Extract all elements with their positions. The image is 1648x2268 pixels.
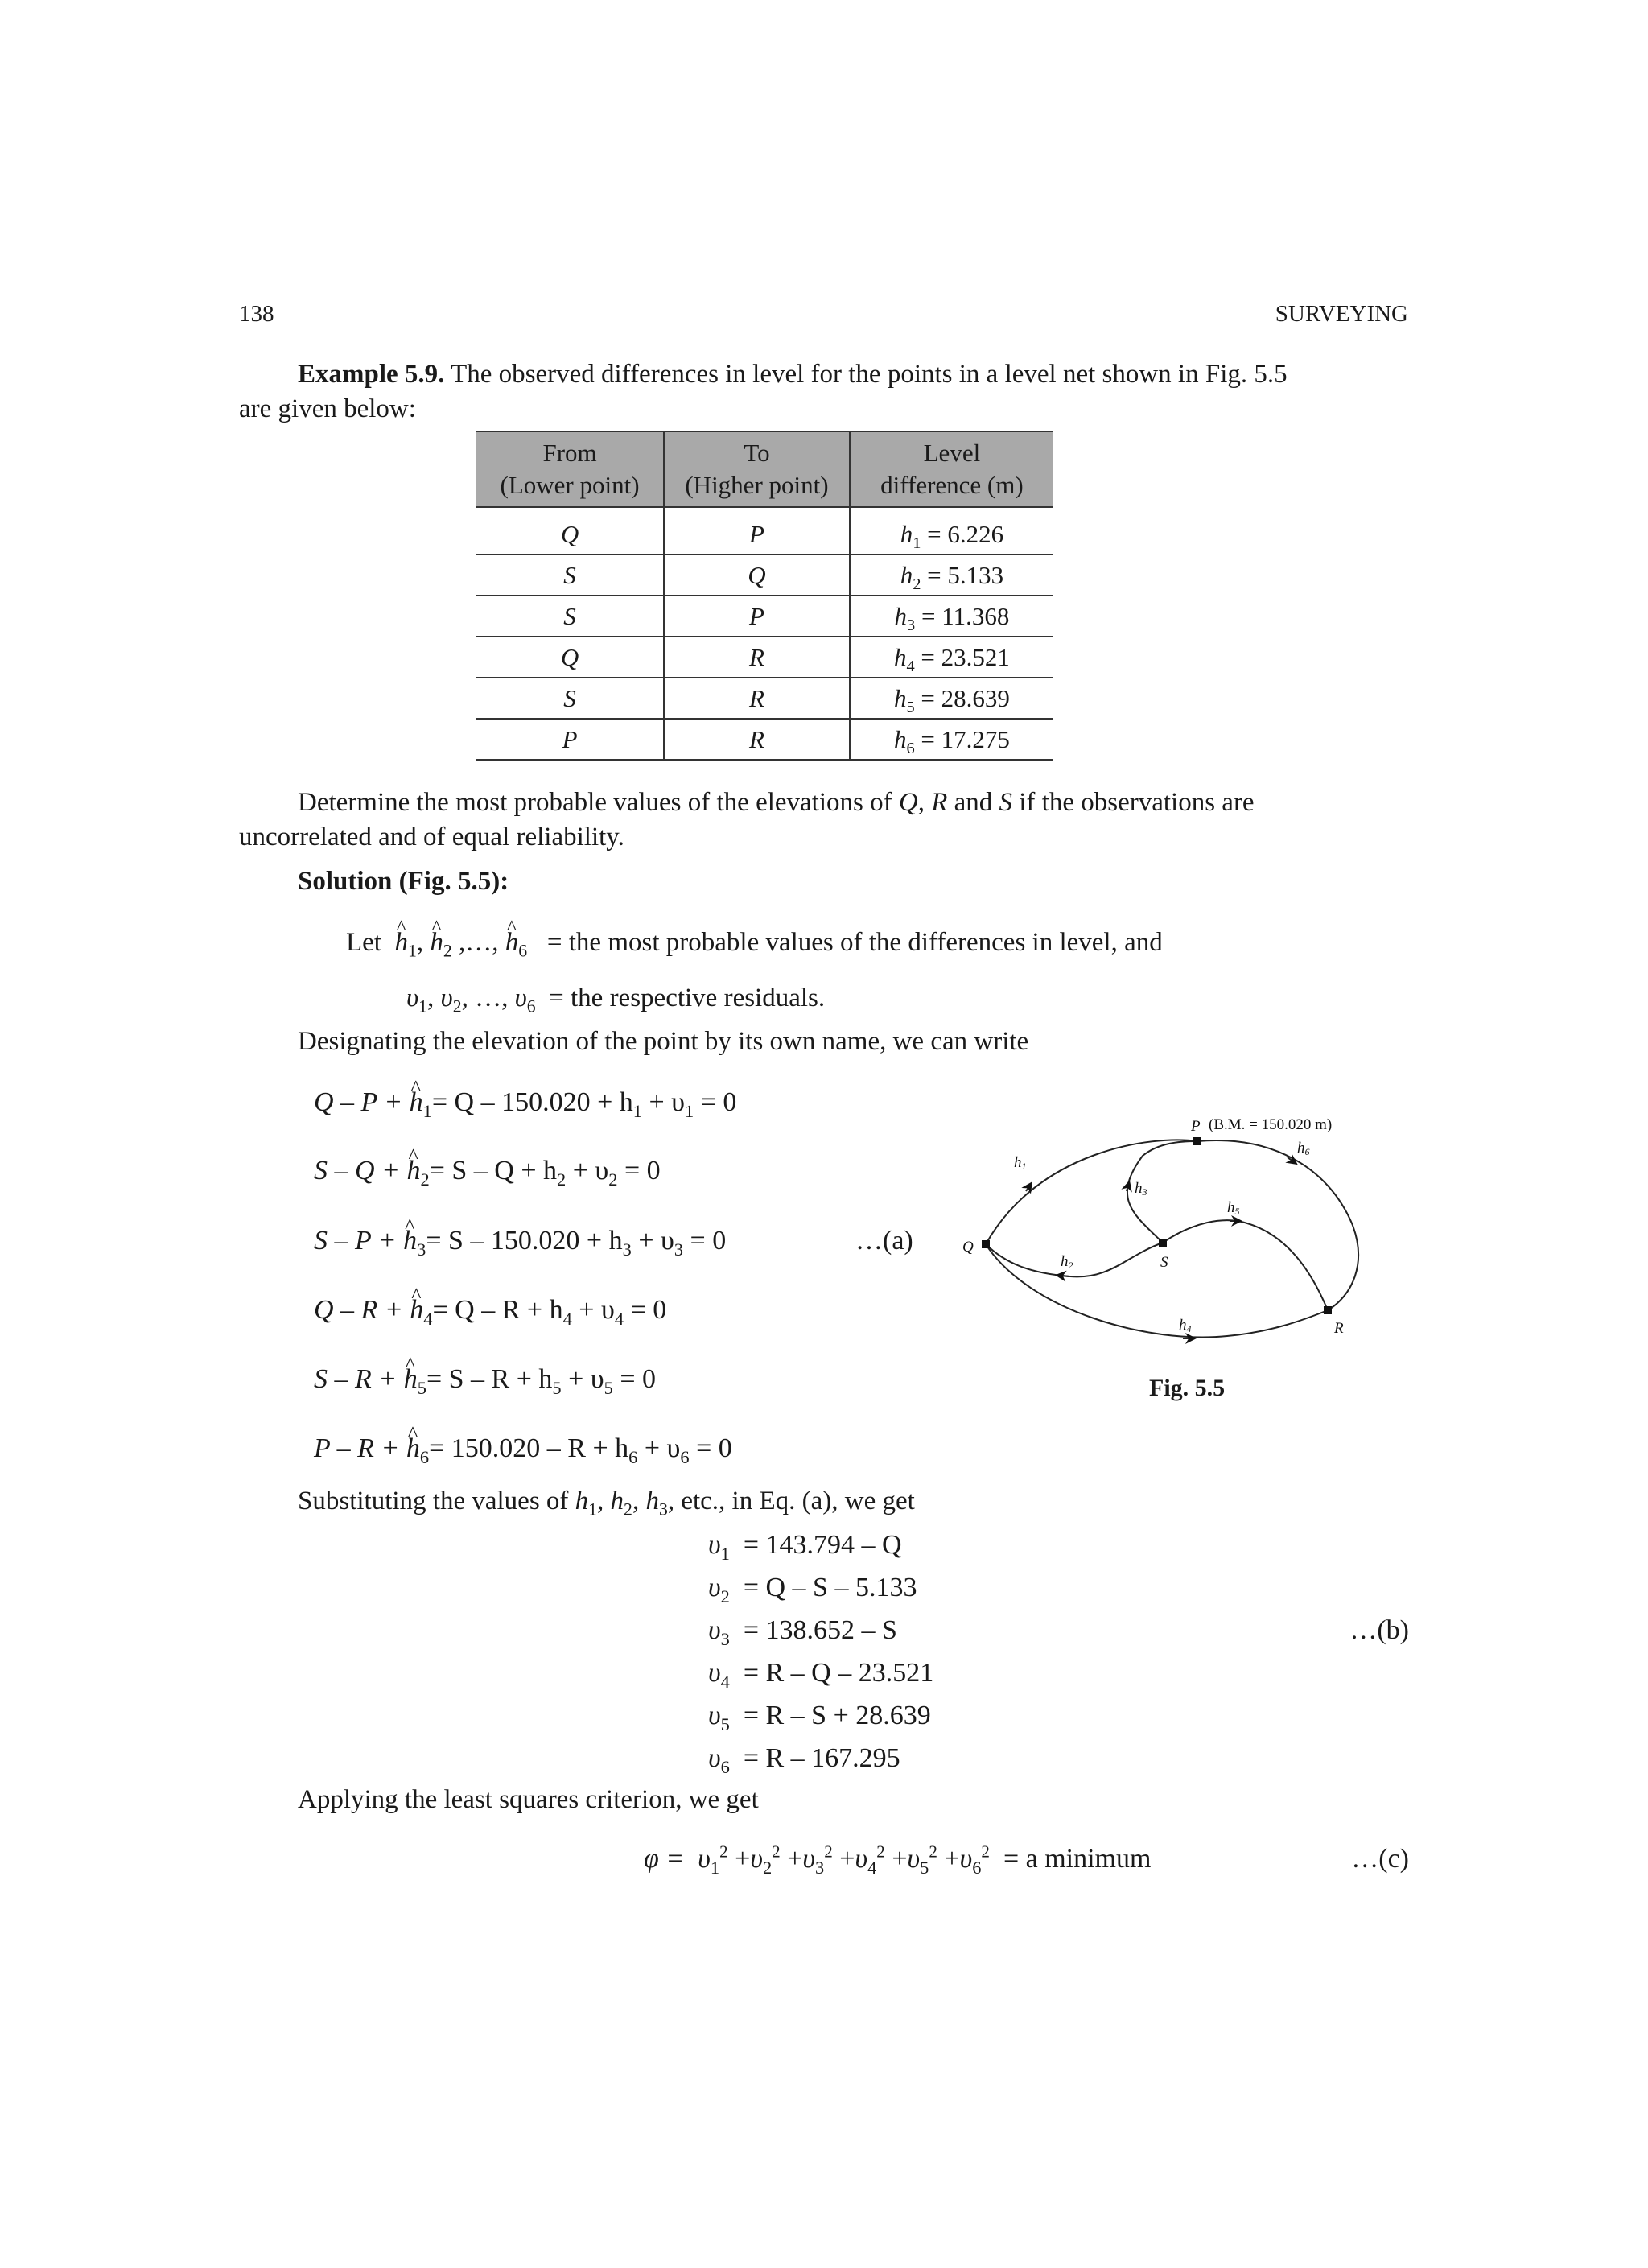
figure-caption: Fig. 5.5 [1149, 1375, 1226, 1401]
cell-difference: $h_5 = 28.639$ [850, 678, 1053, 719]
table-row [476, 719, 1053, 761]
equation-b3: $\upsilon_3 = 138.652 - S$ [708, 1615, 897, 1649]
point-r-marker [1324, 1306, 1332, 1314]
example-text-1: The observed differences in level for the points in a level net shown in Fig. 5.5 [451, 360, 1288, 389]
table-row [476, 555, 1053, 596]
cell-from: P [476, 719, 664, 761]
equation-a5: S – R + ^ $h_5= S - R + h_5 + \upsilon_5 = 0$ [314, 1360, 656, 1399]
point-p-marker [1193, 1137, 1201, 1145]
table-row [476, 507, 1053, 555]
equation-b2: $\upsilon_2 = Q - S - 5.133$ [708, 1573, 917, 1606]
equation-b4: $\upsilon_4 = R - Q - 23.521$ [708, 1658, 934, 1692]
equation-a6: P – R + ^ $h_6= 150.020 - R + h_6 + \upsilon_6 = 0$ [314, 1429, 732, 1468]
cell-to: R [664, 678, 850, 719]
table-row [476, 678, 1053, 719]
label-h6: h6 [1297, 1140, 1310, 1157]
level-net-diagram [950, 1103, 1384, 1384]
header-level-difference: Level difference (m) [850, 431, 1053, 507]
determine-line-2: uncorrelated and of equal reliability. [239, 823, 624, 852]
label-s: S [1160, 1254, 1168, 1271]
cell-from: S [476, 555, 664, 596]
point-s-marker [1159, 1239, 1167, 1247]
edge-h4 [986, 1244, 1328, 1338]
solution-label: Solution (Fig. 5.5): [298, 867, 509, 896]
cell-to: Q [664, 555, 850, 596]
level-net-figure [950, 1103, 1384, 1384]
cell-difference: $h_1 = 6.226$ [850, 507, 1053, 555]
edge-h5 [1163, 1220, 1328, 1310]
edge-h6 [1197, 1140, 1358, 1310]
phi-equation: $\varphi = \upsilon_1^2 +\upsilon_2^2 +\upsilon_3^2 +\upsilon_4^2 +\upsilon_5^2 +\upsilon_6^2 = a$ minimum [644, 1841, 1152, 1878]
substituting-line: Substituting the values of $h_1$, $h_2$, $h_3$, etc., in Eq. (a), we get [298, 1487, 915, 1520]
header-from: From (Lower point) [476, 431, 664, 507]
equation-b1: $\upsilon_1 = 143.794 - Q$ [708, 1530, 902, 1564]
label-h5: h5 [1227, 1199, 1240, 1217]
cell-difference: $h_4 = 23.521$ [850, 637, 1053, 678]
cell-from: Q [476, 507, 664, 555]
equation-b5: $\upsilon_5 = R - S + 28.639$ [708, 1701, 931, 1734]
cell-to: R [664, 637, 850, 678]
point-q-marker [982, 1240, 990, 1248]
example-label: Example 5.9. [298, 360, 445, 389]
label-r: R [1334, 1320, 1344, 1337]
cell-to: P [664, 596, 850, 637]
cell-from: S [476, 678, 664, 719]
equation-a4: Q – R + ^ $h_4= Q - R + h_4 + \upsilon_4 = 0$ [314, 1291, 666, 1330]
example-line-1 [298, 357, 1288, 392]
level-difference-table [476, 431, 1053, 761]
label-h2: h2 [1061, 1253, 1073, 1271]
cell-difference: $h_2 = 5.133$ [850, 555, 1053, 596]
cell-from: Q [476, 637, 664, 678]
equation-b6: $\upsilon_6 = R - 167.295$ [708, 1743, 900, 1777]
equation-tag-a: …(a) [855, 1226, 913, 1256]
example-line-2: are given below: [239, 394, 416, 423]
cell-from: S [476, 596, 664, 637]
page-number: 138 [239, 301, 274, 327]
equation-tag-c: …(c) [1351, 1844, 1409, 1874]
table-row [476, 637, 1053, 678]
label-h1: h1 [1014, 1154, 1027, 1172]
applying-line: Applying the least squares criterion, we get [298, 1785, 759, 1814]
designating-line: Designating the elevation of the point by its own name, we can write [298, 1027, 1029, 1056]
label-q: Q [962, 1239, 974, 1256]
equation-a2: S – Q + ^ $h_2= S - Q + h_2 + \upsilon_2 = 0$ [314, 1152, 661, 1190]
header-to: To (Higher point) [664, 431, 850, 507]
equation-a3: S – P + ^ $h_3= S - 150.020 + h_3 + \upsilon_3 = 0$ [314, 1222, 726, 1260]
label-h4: h4 [1179, 1317, 1192, 1334]
cell-difference: $h_6 = 17.275$ [850, 719, 1053, 761]
cell-to: P [664, 507, 850, 555]
table-row [476, 596, 1053, 637]
let-line-2: $\upsilon_1$, $\upsilon_2$, …, $\upsilon_6$ = the respective residuals. [406, 983, 826, 1016]
determine-line-1: Determine the most probable values of the elevations of Q, R and S if the observations are [298, 788, 1255, 817]
label-h3: h3 [1135, 1180, 1147, 1198]
running-title: SURVEYING [1275, 301, 1408, 327]
cell-difference: $h_3 = 11.368$ [850, 596, 1053, 637]
label-p: P [1191, 1118, 1201, 1135]
let-line-1: Let ^ $h_1$, ^ $h_2$ ,…, ^ $h_6$ = the most probable values of the differences in level, and [346, 925, 1163, 960]
label-bm: (B.M. = 150.020 m) [1209, 1116, 1333, 1133]
table-header-row [476, 431, 1053, 507]
edge-h2 [986, 1243, 1163, 1276]
cell-to: R [664, 719, 850, 761]
equation-a1: Q – P + ^ $h_1= Q - 150.020 + h_1 + \upsilon_1 = 0$ [314, 1083, 736, 1122]
equation-tag-b: …(b) [1349, 1615, 1409, 1645]
